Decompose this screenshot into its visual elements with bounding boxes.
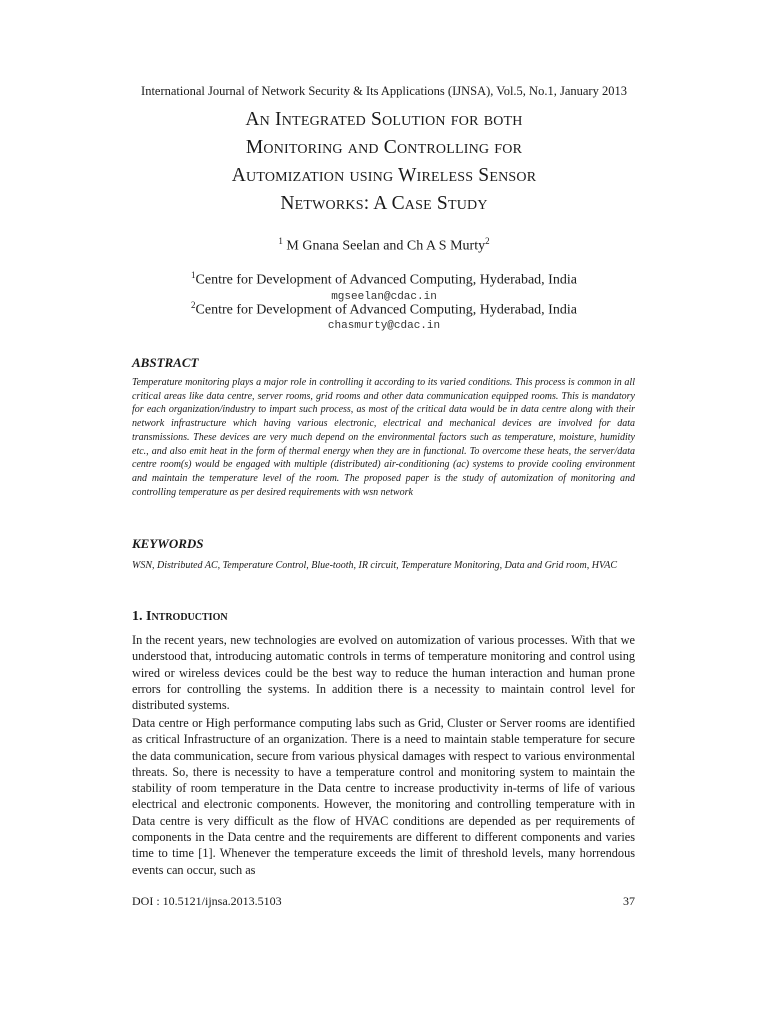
introduction-heading: 1. Introduction <box>132 609 228 624</box>
author-line <box>0 236 768 255</box>
author-names: M Gnana Seelan and Ch A S Murty <box>286 238 486 254</box>
introduction-paragraph: Data centre or High performance computing labs such as Grid, Cluster or Server rooms are identified as critical Infrastructure of an organization. There is a need to maintain stable temperature for secure the data communication, secure from various physical damages with respect to various environmental threats. So, there is necessity to have a temperature control and monitoring system to maintain the stability of room temperature in the Data centre to increase productivity in-terms of life of various electrical and electronic components. However, the monitoring and controlling temperature with in Data centre is very difficult as the flow of HVAC conditions are depended as per requirements of components in the Data centre and the requirements are different to different components and varies time to time [1]. Whenever the temperature exceeds the limit of threshold levels, many horrendous events can occur, such as <box>132 716 635 877</box>
introduction-paragraph: In the recent years, new technologies are evolved on automization of various processes. With that we understood that, introducing automatic controls in terms of temperature monitoring and control using wired or wireless devices could be the best way to reduce the human interaction and human prone errors for controlling the systems. In addition there is a necessity to maintain control level for distributed systems. <box>132 633 635 713</box>
paper-title <box>110 106 658 218</box>
author-superscript: 2 <box>485 236 490 246</box>
affiliation-superscript: 1 <box>191 270 196 280</box>
doi-footer: DOI : 10.5121/ijnsa.2013.5103 <box>132 894 282 908</box>
affiliation-2 <box>0 300 768 319</box>
title-line: Networks: A Case Study <box>280 193 488 214</box>
abstract-text: Temperature monitoring plays a major role in controlling it according to its varied conditions. This process is common in all critical areas like data centre, server rooms, grid rooms and other data communication equipped rooms. This is mandatory for each organization/industry to impart such process, as most of the critical data would be in data centre along with their network infrastructure which having various electronic, electrical and mechanical devices are involved for data transmissions. These devices are very much depend on the environmental factors such as temperature, moisture, humidity etc., and also emit heat in the form of thermal energy when they are in functional. To overcome these heats, the server/data centre room(s) would be engaged with multiple (distributed) air-conditioning (ac) systems to provide cooling environment and maintain the temperature level of the room. The proposed paper is the study of automization of monitoring and controlling temperature as per desired requirements with wsn network <box>132 377 635 498</box>
abstract-heading: ABSTRACT <box>132 355 199 370</box>
journal-header: International Journal of Network Security & Its Applications (IJNSA), Vol.5, No.1, January 2013 <box>141 84 627 98</box>
title-line: An Integrated Solution for both <box>245 109 523 130</box>
page-number: 37 <box>623 894 635 908</box>
affiliation-text: Centre for Development of Advanced Computing, Hyderabad, India <box>195 302 577 318</box>
author-superscript: 1 <box>278 236 283 246</box>
affiliation-1 <box>0 270 768 289</box>
author-email: chasmurty@cdac.in <box>327 320 441 332</box>
author-email: mgseelan@cdac.in <box>331 291 437 303</box>
affiliation-text: Centre for Development of Advanced Computing, Hyderabad, India <box>195 272 577 288</box>
keywords-heading: KEYWORDS <box>132 536 204 551</box>
keywords-text: WSN, Distributed AC, Temperature Control, Blue-tooth, IR circuit, Temperature Monitoring, Data and Grid room, HVAC <box>132 560 618 571</box>
title-line: Automization using Wireless Sensor <box>231 165 537 186</box>
title-line: Monitoring and Controlling for <box>245 137 523 158</box>
affiliation-superscript: 2 <box>191 300 196 310</box>
